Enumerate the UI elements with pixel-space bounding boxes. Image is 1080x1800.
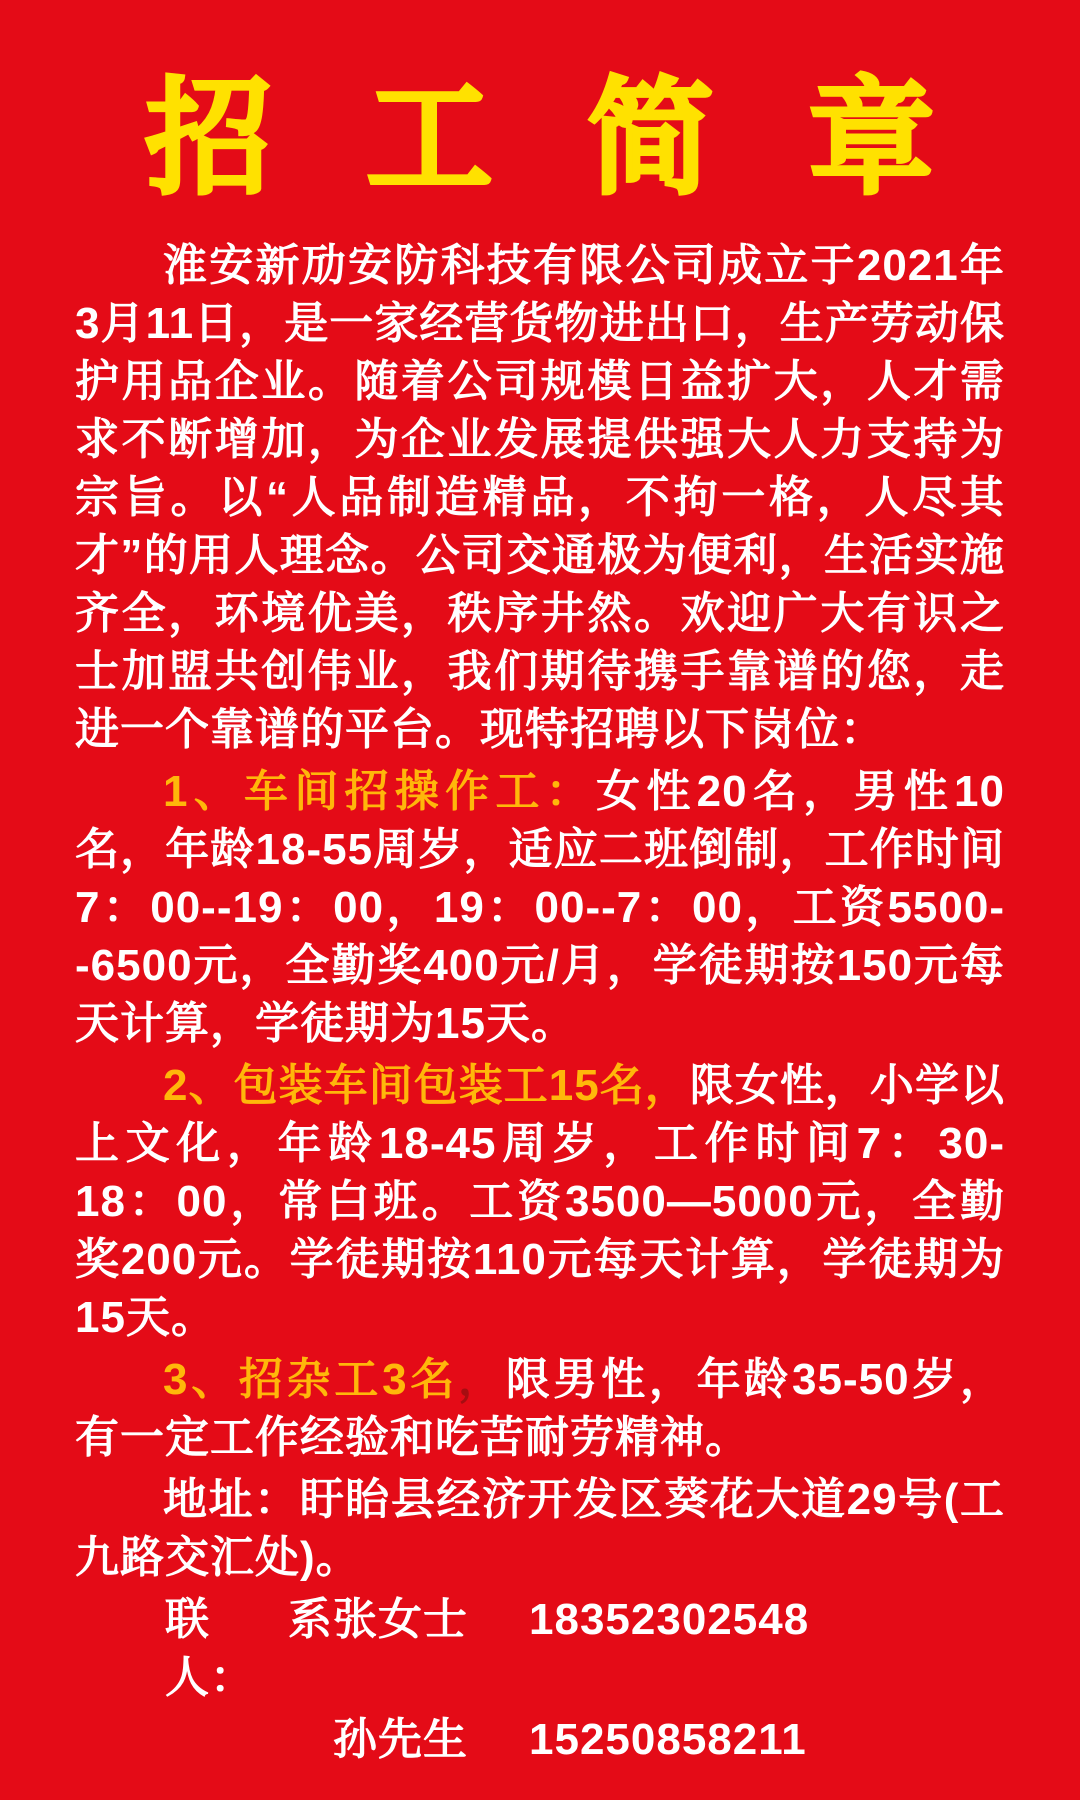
contact-2-name: 孙先生 bbox=[333, 1714, 468, 1764]
job-3-details: 限男性，年龄35-50岁，有一定工作经验和吃苦耐劳精神。 bbox=[75, 1354, 1005, 1462]
contact-row-1 bbox=[75, 1591, 1005, 1707]
poster-title: 招 工 简 章 bbox=[145, 68, 965, 209]
contact-2-phone: 15250858211 bbox=[529, 1714, 807, 1764]
contact-label-spacer bbox=[75, 1711, 333, 1769]
job-paragraph-2 bbox=[75, 1057, 1005, 1347]
job-2-heading: 2、包装车间包装工15名， bbox=[163, 1060, 690, 1110]
intro-paragraph: 淮安新劢安防科技有限公司成立于2021年3月11日，是一家经营货物进出口，生产劳动保护用品企业。随着公司规模日益扩大，人才需求不断增加，为企业发展提供强大人力支持为宗旨。以“人品制造精品，不拘一格，人尽其才”的用人理念。公司交通极为便利，生活实施齐全，环境优美，秩序井然。欢迎广大有识之士加盟共创伟业，我们期待携手靠谱的您，走进一个靠谱的平台。现特招聘以下岗位： bbox=[75, 240, 1005, 754]
job-1-heading: 1、车间招操作工： bbox=[163, 766, 597, 816]
job-3-heading: 3、招杂工3名 bbox=[163, 1354, 458, 1404]
job-1-details: 女性20名，男性10名，年龄18-55周岁，适应二班倒制，工作时间7：00--19：00，19：00--7：00，工资5500--6500元，全勤奖400元/月，学徒期按150元每天计算，学徒期为15天。 bbox=[75, 766, 1005, 1048]
contact-1-phone: 18352302548 bbox=[529, 1594, 810, 1644]
job-3-separator: ， bbox=[457, 1354, 506, 1404]
poster-body bbox=[75, 237, 1005, 1769]
contact-label: 联系人： bbox=[165, 1594, 333, 1702]
job-2-details: 限女性，小学以上文化，年龄18-45周岁，工作时间7：30-18：00，常白班。工资3500—5000元，全勤奖200元。学徒期按110元每天计算，学徒期为15天。 bbox=[75, 1060, 1005, 1342]
address-paragraph: 地址：盱眙县经济开发区葵花大道29号(工九路交汇处)。 bbox=[75, 1474, 1005, 1582]
job-paragraph-3 bbox=[75, 1351, 1005, 1467]
contact-1-name: 张女士 bbox=[333, 1594, 468, 1644]
job-paragraph-1 bbox=[75, 763, 1005, 1053]
contact-row-2 bbox=[75, 1711, 1005, 1769]
